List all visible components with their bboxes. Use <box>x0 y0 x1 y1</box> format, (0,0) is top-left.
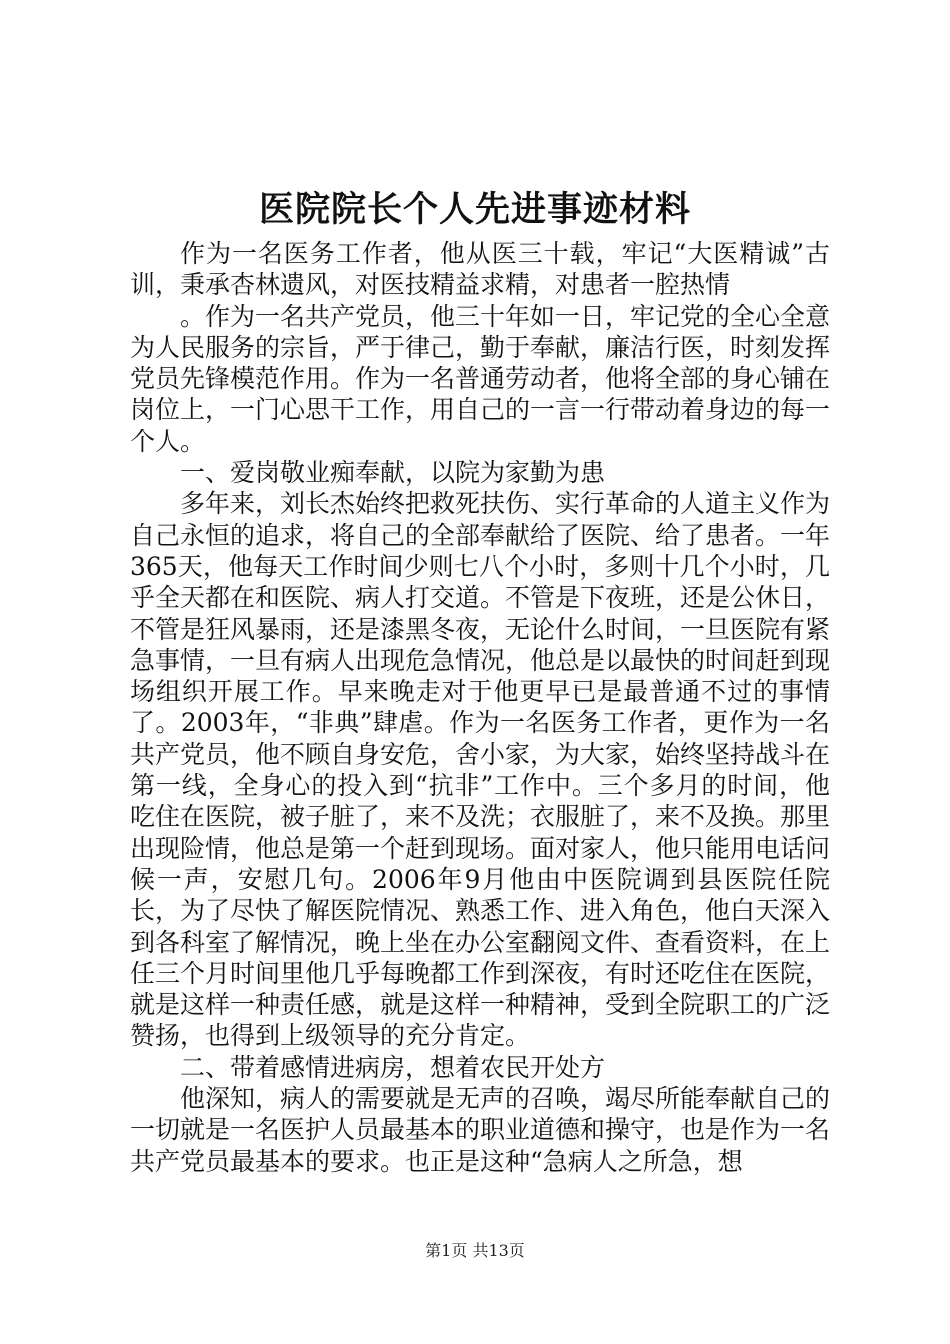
document-body <box>130 238 830 1177</box>
page-footer: 第1页 共13页 <box>425 1241 525 1260</box>
section-heading-1: 一、爱岗敬业痴奉献，以院为家勤为患 <box>180 458 606 488</box>
paragraph-section-1: 多年来，刘长杰始终把救死扶伤、实行革命的人道主义作为自己永恒的追求，将自己的全部奉献给了医院、给了患者。一年365天，他每天工作时间少则七八个小时，多则十几个小时，几乎全天都在和医院、病人打交道。不管是下夜班，还是公休日，不管是狂风暴雨，还是漆黑冬夜，无论什么时间，一旦医院有紧急事情，一旦有病人出现危急情况，他总是以最快的时间赶到现场组织开展工作。早来晚走对于他更早已是最普通不过的事情了。2003年，“非典”肆虐。作为一名医务工作者，更作为一名共产党员，他不顾自身安危，舍小家，为大家，始终坚持战斗在第一线，全身心的投入到“抗非”工作中。三个多月的时间，他吃住在医院，被子脏了，来不及洗；衣服脏了，来不及换。那里出现险情，他总是第一个赶到现场。面对家人，他只能用电话问候一声，安慰几句。2006年9月他由中医院调到县医院任院长，为了尽快了解医院情况、熟悉工作、进入角色，他白天深入到各科室了解情况，晚上坐在办公室翻阅文件、查看资料，在上任三个月时间里他几乎每晚都工作到深夜，有时还吃住在医院，就是这样一种责任感，就是这样一种精神，受到全院职工的广泛赞扬，也得到上级领导的充分肯定。 <box>130 489 831 1051</box>
paragraph-intro-2: 。作为一名共产党员，他三十年如一日，牢记党的全心全意为人民服务的宗旨，严于律己，勤于奉献，廉洁行医，时刻发挥党员先锋模范作用。作为一名普通劳动者，他将全部的身心铺在岗位上，一门心思干工作，用自己的一言一行带动着身边的每一个人。 <box>130 301 831 456</box>
section-heading-2: 二、带着感情进病房，想着农民开处方 <box>180 1052 606 1082</box>
document-title: 医院院长个人先进事迹材料 <box>258 189 691 230</box>
paragraph-intro-1: 作为一名医务工作者，他从医三十载，牢记“大医精诚”古训，秉承杏林遗风，对医技精益求精，对患者一腔热情 <box>130 239 830 300</box>
paragraph-section-2: 他深知，病人的需要就是无声的召唤，竭尽所能奉献自己的一切就是一名医护人员最基本的职业道德和操守，也是作为一名共产党员最基本的要求。也正是这种“急病人之所急，想 <box>130 1084 831 1176</box>
